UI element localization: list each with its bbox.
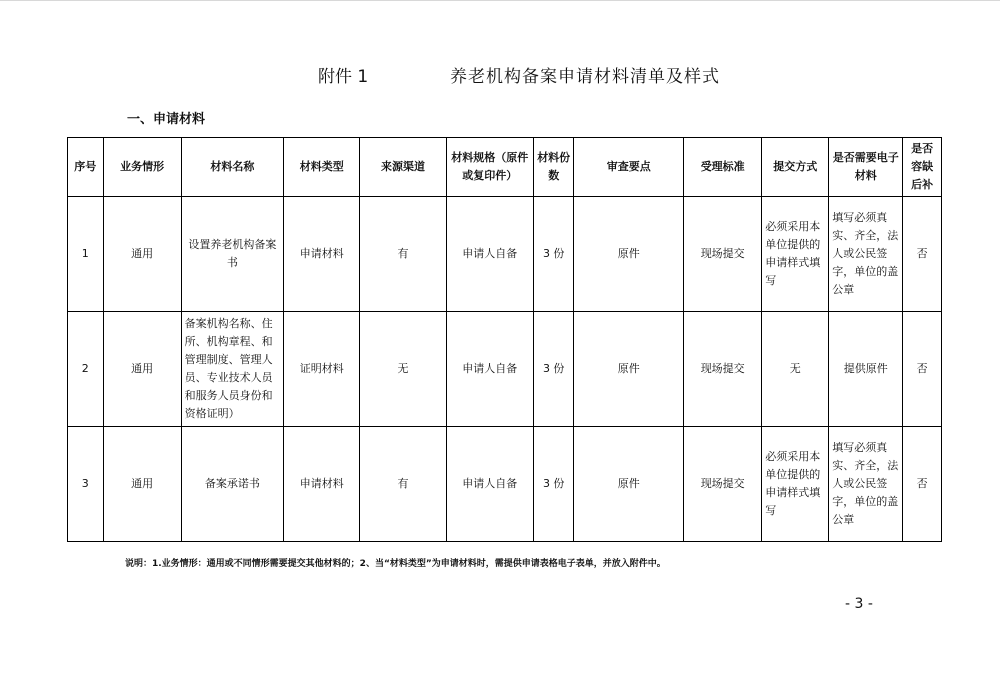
header-index: 序号 [68,138,104,197]
table-row [68,197,942,312]
cell-deferrable: 否 [903,197,942,312]
cell-material-type: 申请材料 [284,427,360,542]
page-top-border [0,0,1000,1]
header-submit-method: 提交方式 [762,138,829,197]
cell-deferrable: 否 [903,312,942,427]
header-business-case: 业务情形 [103,138,181,197]
cell-acceptance: 现场提交 [684,312,762,427]
cell-submit-method: 必须采用本单位提供的申请样式填写 [762,427,829,542]
header-review-points: 审查要点 [574,138,684,197]
cell-material-type: 证明材料 [284,312,360,427]
cell-material-type: 申请材料 [284,197,360,312]
cell-electronic: 填写必须真实、齐全，法人或公民签字，单位的盖公章 [829,427,903,542]
section-heading: 一、申请材料 [127,112,206,127]
cell-material-name: 设置养老机构备案书 [181,197,284,312]
cell-spec: 申请人自备 [446,427,533,542]
cell-index: 1 [68,197,104,312]
cell-business-case: 通用 [103,427,181,542]
cell-index: 2 [68,312,104,427]
cell-electronic: 提供原件 [829,312,903,427]
document-title [0,62,1000,90]
header-deferrable: 是否容缺后补 [903,138,942,197]
cell-source: 有 [360,427,446,542]
cell-business-case: 通用 [103,197,181,312]
cell-index: 3 [68,427,104,542]
header-copies: 材料份数 [533,138,574,197]
attachment-label: 附件 1 [318,67,369,87]
cell-source: 无 [360,312,446,427]
cell-spec: 申请人自备 [446,197,533,312]
cell-source: 有 [360,197,446,312]
page-number: - 3 - [845,596,873,612]
footnote: 说明：1.业务情形：通用或不同情形需要提交其他材料的；2、当“材料类型”为申请材料时，需提供申请表格电子表单，并放入附件中。 [125,559,666,569]
table-header-row [68,138,942,197]
cell-business-case: 通用 [103,312,181,427]
materials-table [67,137,942,542]
cell-acceptance: 现场提交 [684,197,762,312]
page-title: 养老机构备案申请材料清单及样式 [450,67,720,87]
header-acceptance: 受理标准 [684,138,762,197]
cell-submit-method: 必须采用本单位提供的申请样式填写 [762,197,829,312]
table-row [68,312,942,427]
table-row [68,427,942,542]
header-material-type: 材料类型 [284,138,360,197]
header-spec: 材料规格（原件或复印件） [446,138,533,197]
cell-submit-method: 无 [762,312,829,427]
cell-acceptance: 现场提交 [684,427,762,542]
cell-copies: 3 份 [533,312,574,427]
cell-electronic: 填写必须真实、齐全，法人或公民签字，单位的盖公章 [829,197,903,312]
cell-material-name: 备案承诺书 [181,427,284,542]
cell-material-name: 备案机构名称、住所、机构章程、和管理制度、管理人员、专业技术人员和服务人员身份和资格证明） [181,312,284,427]
cell-spec: 申请人自备 [446,312,533,427]
header-electronic: 是否需要电子材料 [829,138,903,197]
cell-review-points: 原件 [574,197,684,312]
cell-copies: 3 份 [533,427,574,542]
cell-copies: 3 份 [533,197,574,312]
cell-deferrable: 否 [903,427,942,542]
cell-review-points: 原件 [574,312,684,427]
header-source: 来源渠道 [360,138,446,197]
cell-review-points: 原件 [574,427,684,542]
header-material-name: 材料名称 [181,138,284,197]
